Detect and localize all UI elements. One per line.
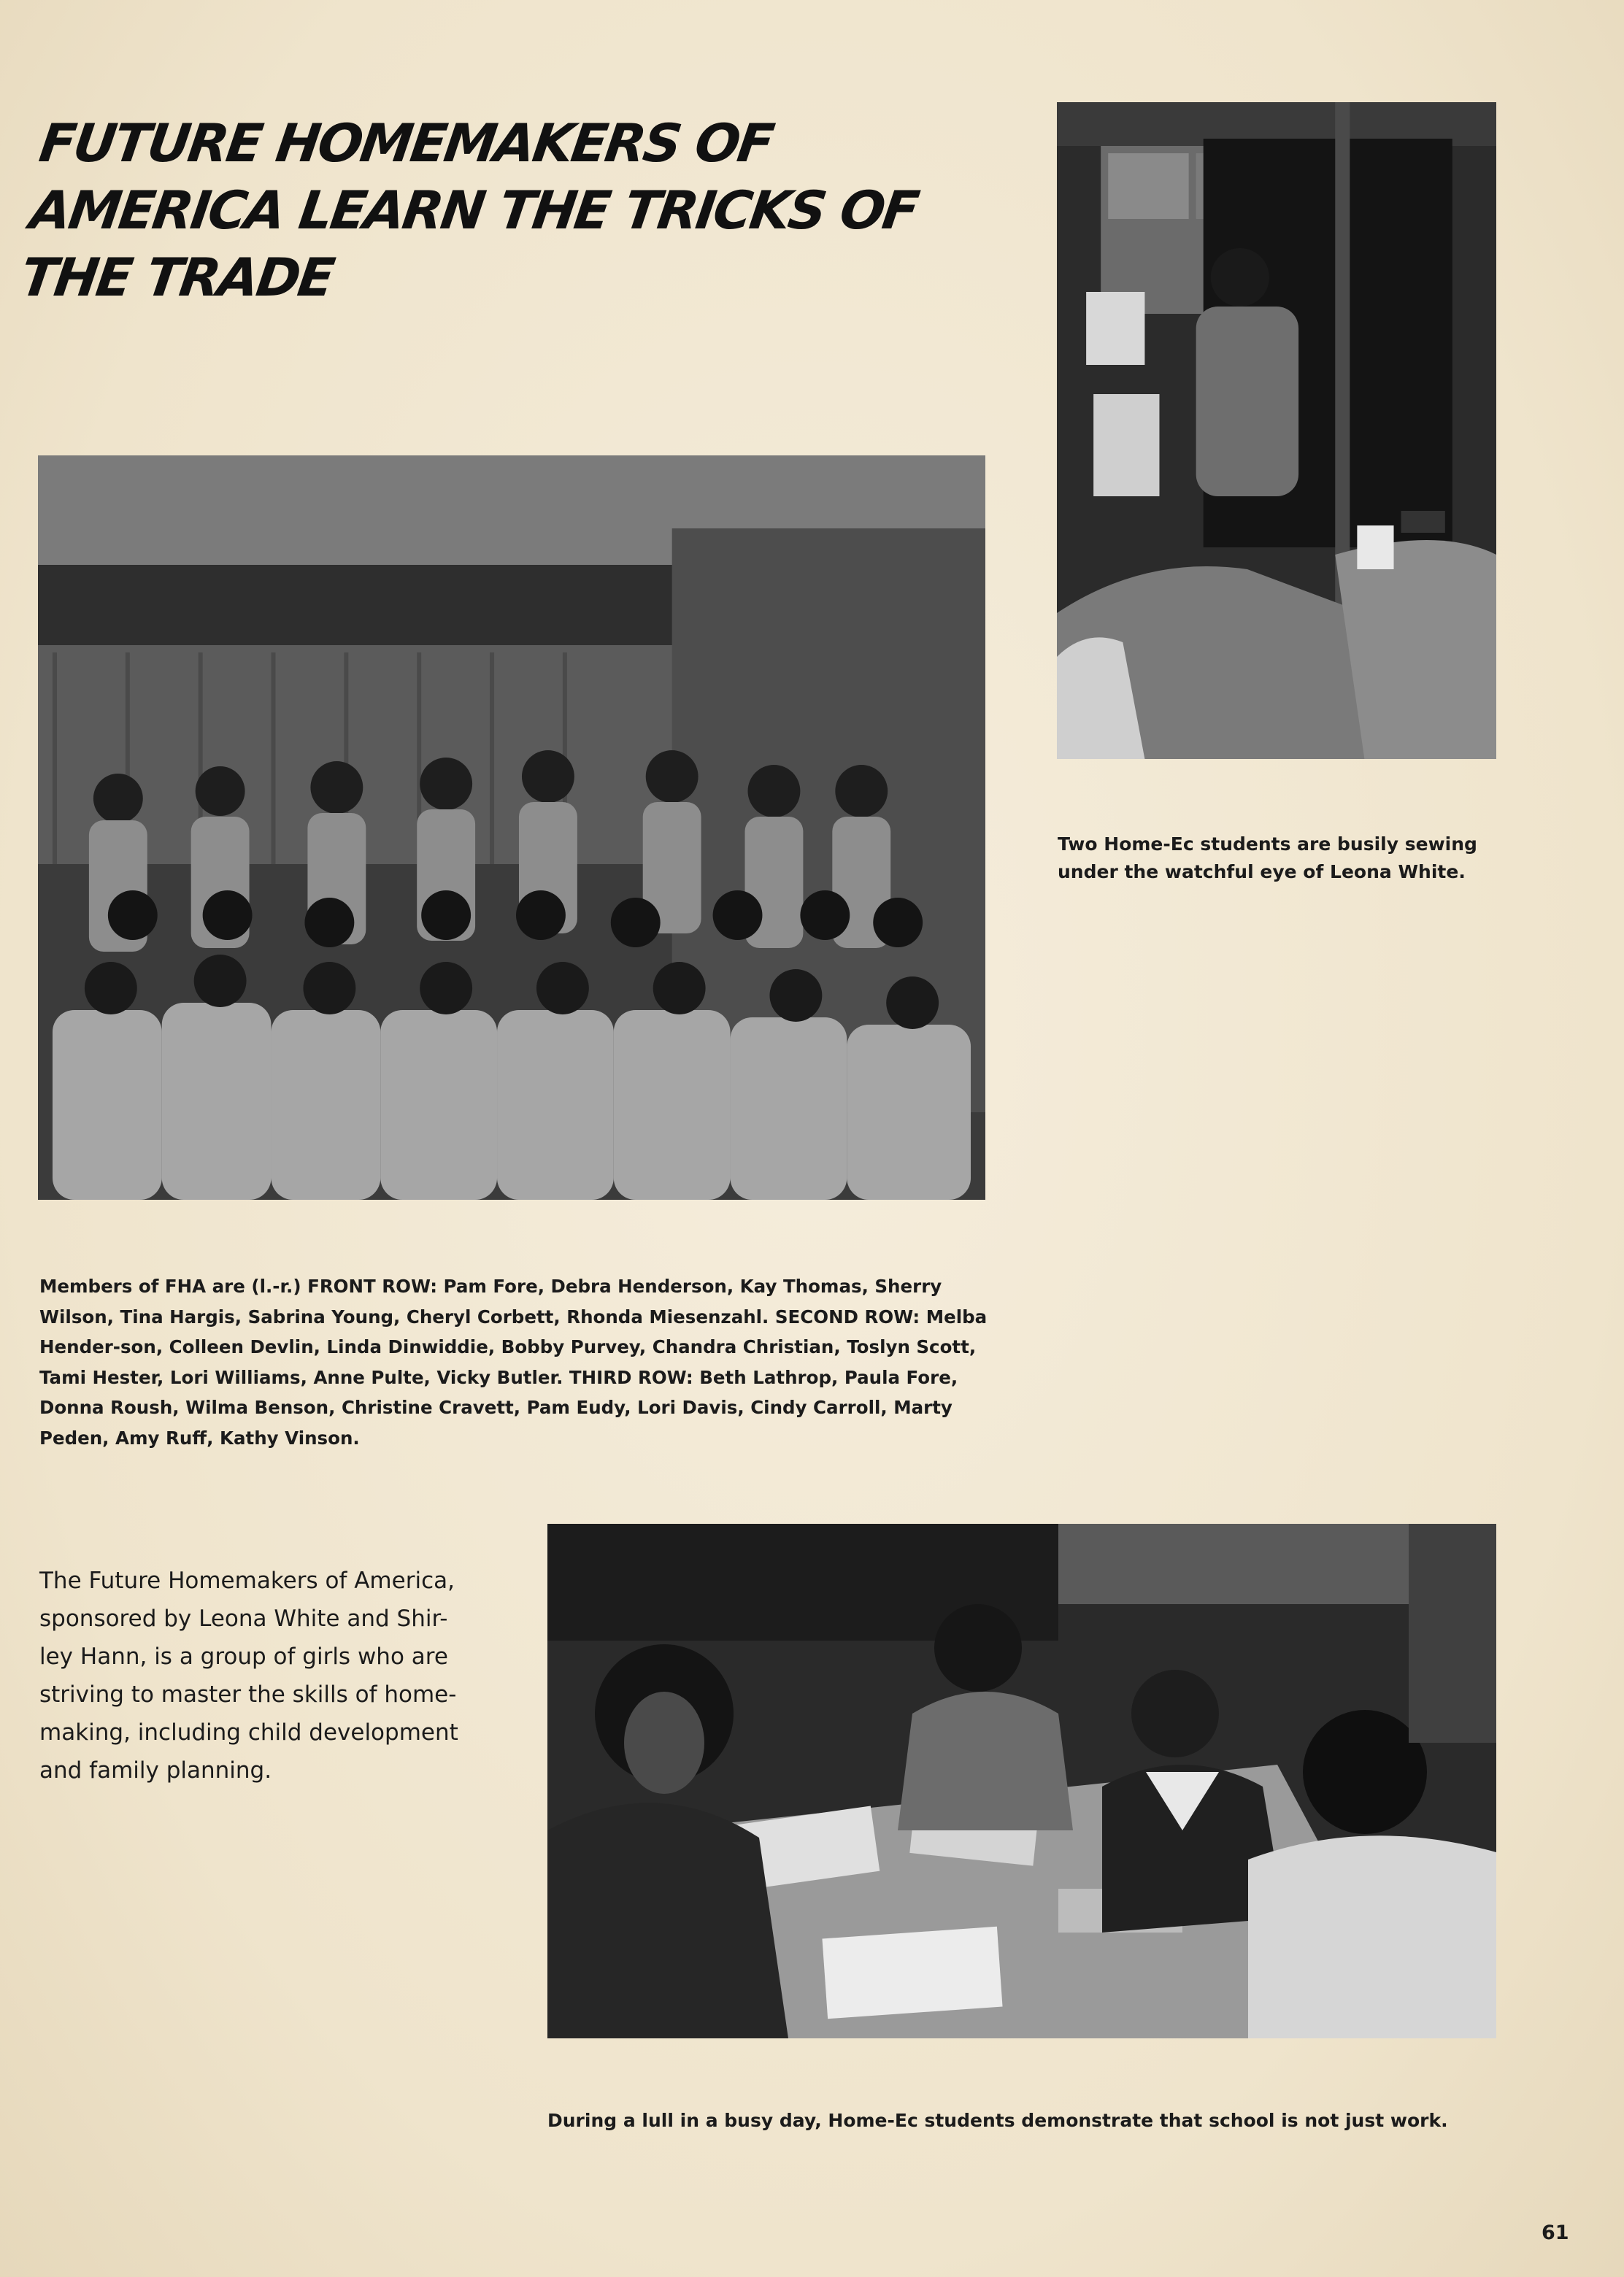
table-photo [547,1524,1496,2038]
group-photo-caption: Members of FHA are (l.-r.) FRONT ROW: Pam Fore, Debra Henderson, Kay Thomas, Sherry Wilson, Tina Hargis, Sabrina Young, Cheryl Corbett, Rhonda Miesenzahl. SECOND ROW: Melba Hender-son, Colleen Devlin, Linda Dinwiddie, Bobby Purvey, Chandra Christian, Toslyn Scott, Tami Hester, Lori Williams, Anne Pulte, Vicky Butler. THIRD ROW: Beth Lathrop, Paula Fore, Donna Roush, Wilma Benson, Christine Cravett, Pam Eudy, Lori Davis, Cindy Carroll, Marty Peden, Amy Ruff, Kathy Vinson. [39,1276,988,1449]
page-number: 61 [1542,2222,1569,2244]
intro-paragraph: The Future Homemakers of America, sponsored by Leona White and Shir- ley Hann, is a group of girls who are striving to master the skills of home- making, including child development and family planning. [39,1568,458,1784]
page-headline: FUTURE HOMEMAKERS OF AMERICA LEARN THE TRICKS OF THE TRADE [17,112,921,308]
group-photo [38,455,985,1200]
sewing-photo [1057,102,1496,759]
sewing-photo-caption: Two Home-Ec students are busily sewing under the watchful eye of Leona White. [1058,833,1477,882]
table-photo-caption: During a lull in a busy day, Home-Ec students demonstrate that school is not just work. [547,2110,1448,2131]
